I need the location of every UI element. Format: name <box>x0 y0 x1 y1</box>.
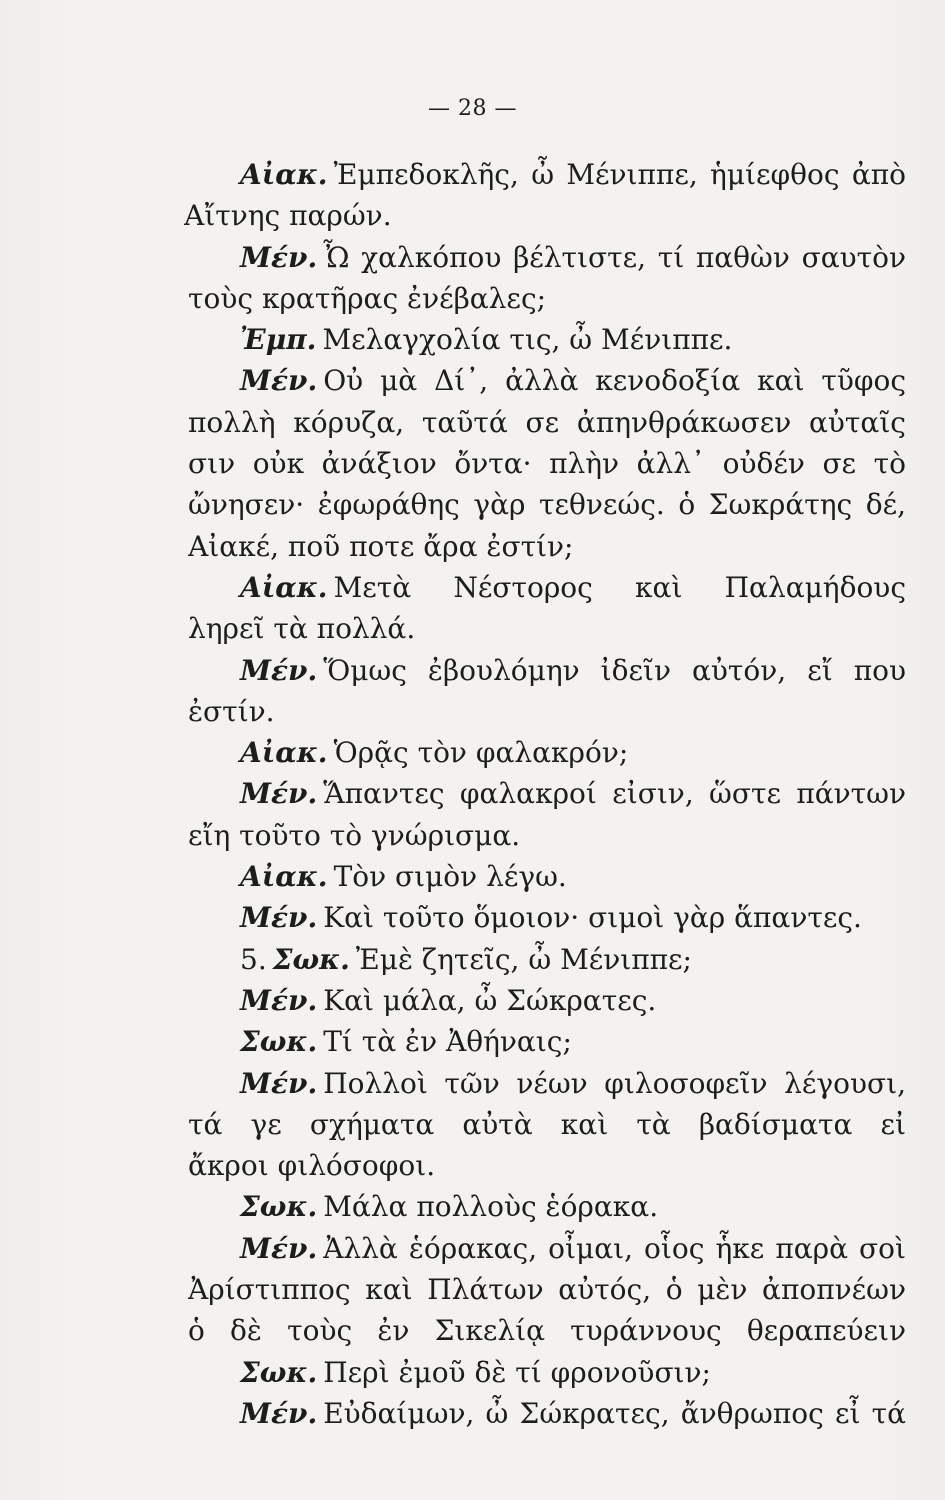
line-text: ἄκροι φιλόσοφοι. <box>188 1149 436 1183</box>
line-text: Ἐμὲ ζητεῖς, ὦ Μένιππε; <box>355 942 692 976</box>
line-text: Εὐδαίμων, ὦ Σώκρατες, ἄνθρωπος εἶ τά <box>323 1396 906 1430</box>
line-text: Ὅμως ἐβουλόμην ἰδεῖν αὐτόν, εἴ που <box>323 653 906 687</box>
speaker-label: Μέν. <box>240 240 318 274</box>
line-text: Ὁρᾷς τὸν φαλακρόν; <box>333 736 629 770</box>
dialogue-line <box>188 1104 906 1145</box>
line-text: Αἰακέ, ποῦ ποτε ἄρα ἐστίν; <box>188 529 574 563</box>
speaker-label: Αἰακ. <box>240 570 328 604</box>
dialogue-line <box>188 980 906 1021</box>
speaker-label: Μέν. <box>240 1396 318 1430</box>
line-text: Τὸν σιμὸν λέγω. <box>333 860 567 894</box>
dialogue-line <box>188 650 906 691</box>
line-text: ἐστίν. <box>188 694 275 728</box>
line-text: τοὺς κρατῆρας ἐνέβαλες; <box>188 281 547 315</box>
speaker-label: Σωκ. <box>272 942 350 976</box>
dialogue-line <box>188 484 906 525</box>
speaker-label: Μέν. <box>240 901 318 935</box>
speaker-label: Αἰακ. <box>240 736 328 770</box>
dialogue-line <box>188 691 906 732</box>
dialogue-line <box>188 237 906 278</box>
dialogue-line <box>188 154 906 195</box>
line-text: σιν οὐκ ἀνάξιον ὄντα· πλὴν ἀλλ᾽ οὐδέν σε τὸ <box>188 447 906 481</box>
line-text: Ἀλλὰ ἑόρακας, οἶμαι, οἷος ἧκε παρὰ σοὶ <box>323 1231 906 1265</box>
dialogue-line <box>188 1186 906 1227</box>
speaker-label: Μέν. <box>240 1066 318 1100</box>
dialogue-line <box>188 1269 906 1310</box>
line-text: Τί τὰ ἐν Ἀθήναις; <box>323 1025 572 1059</box>
line-text: Καὶ τοῦτο ὅμοιον· σιμοὶ γὰρ ἅπαντες. <box>323 901 862 935</box>
dialogue-line <box>188 773 906 814</box>
line-text: Αἴτνης παρών. <box>184 199 392 233</box>
line-text: Μετὰ Νέστορος καὶ Παλαμήδους <box>333 570 906 604</box>
line-text: Οὐ μὰ Δί᾽, ἀλλὰ κενοδοξία καὶ τῦφος <box>323 364 906 398</box>
section-number: 5. <box>240 942 267 976</box>
line-text: Μελαγχολία τις, ὦ Μένιππε. <box>322 323 733 357</box>
speaker-label: Μέν. <box>240 1231 318 1265</box>
speaker-label: Αἰακ. <box>240 860 328 894</box>
dialogue-line <box>188 856 906 897</box>
line-text: Καὶ μάλα, ὦ Σώκρατες. <box>323 983 657 1017</box>
line-text: Ὦ χαλκόπου βέλτιστε, τί παθὼν σαυτὸν <box>323 240 906 274</box>
line-text: Ἀρίστιππος καὶ Πλάτων αὐτός, ὁ μὲν ἀποπνέων <box>188 1273 906 1307</box>
speaker-label: Μέν. <box>240 364 318 398</box>
dialogue-line <box>188 319 906 360</box>
speaker-label: Σωκ. <box>240 1190 318 1224</box>
line-text: εἴη τοῦτο τὸ γνώρισμα. <box>188 818 521 852</box>
dialogue-line <box>184 195 902 236</box>
speaker-label: Μέν. <box>240 983 318 1017</box>
dialogue-line <box>188 1145 906 1186</box>
dialogue-line <box>188 526 906 567</box>
dialogue-line <box>188 939 906 980</box>
dialogue-line <box>188 278 906 319</box>
speaker-label: Ἐμπ. <box>240 323 317 357</box>
dialogue-line <box>188 1310 906 1351</box>
line-text: ὤνησεν· ἐφωράθης γὰρ τεθνεώς. ὁ Σωκράτης δέ, <box>188 488 906 522</box>
line-text: Πολλοὶ τῶν νέων φιλοσοφεῖν λέγουσι, <box>323 1066 906 1100</box>
dialogue-text <box>184 154 906 1434</box>
line-text: ὁ δὲ τοὺς ἐν Σικελίᾳ τυράννους θεραπεύειν <box>188 1314 906 1348</box>
speaker-label: Μέν. <box>240 777 318 811</box>
line-text: ληρεῖ τὰ πολλά. <box>188 612 416 646</box>
dialogue-line <box>188 402 906 443</box>
speaker-label: Μέν. <box>240 653 318 687</box>
dialogue-line <box>188 360 906 401</box>
dialogue-line <box>188 1228 906 1269</box>
line-text: πολλὴ κόρυζα, ταῦτά σε ἀπηνθράκωσεν αὐταῖς <box>188 405 906 439</box>
page-number: — 28 — <box>428 96 517 121</box>
dialogue-line <box>188 567 906 608</box>
dialogue-line <box>188 608 906 649</box>
line-text: Ἅπαντες φαλακροί εἰσιν, ὥστε πάντων <box>323 777 906 811</box>
speaker-label: Σωκ. <box>240 1025 318 1059</box>
line-text: Ἐμπεδοκλῆς, ὦ Μένιππε, ἡμίεφθος ἀπὸ <box>333 158 906 191</box>
dialogue-line <box>188 1352 906 1393</box>
dialogue-line <box>188 815 906 856</box>
dialogue-line <box>188 897 906 938</box>
speaker-label: Σωκ. <box>240 1355 318 1389</box>
dialogue-line <box>188 1393 906 1434</box>
dialogue-line <box>188 1021 906 1062</box>
speaker-label: Αἰακ. <box>240 158 328 191</box>
dialogue-line <box>188 732 906 773</box>
dialogue-line <box>188 443 906 484</box>
line-text: Μάλα πολλοὺς ἑόρακα. <box>323 1190 659 1224</box>
dialogue-line <box>188 1063 906 1104</box>
line-text: Περὶ ἐμοῦ δὲ τί φρονοῦσιν; <box>323 1355 711 1389</box>
line-text: τά γε σχήματα αὐτὰ καὶ τὰ βαδίσματα εἰ <box>188 1107 906 1141</box>
